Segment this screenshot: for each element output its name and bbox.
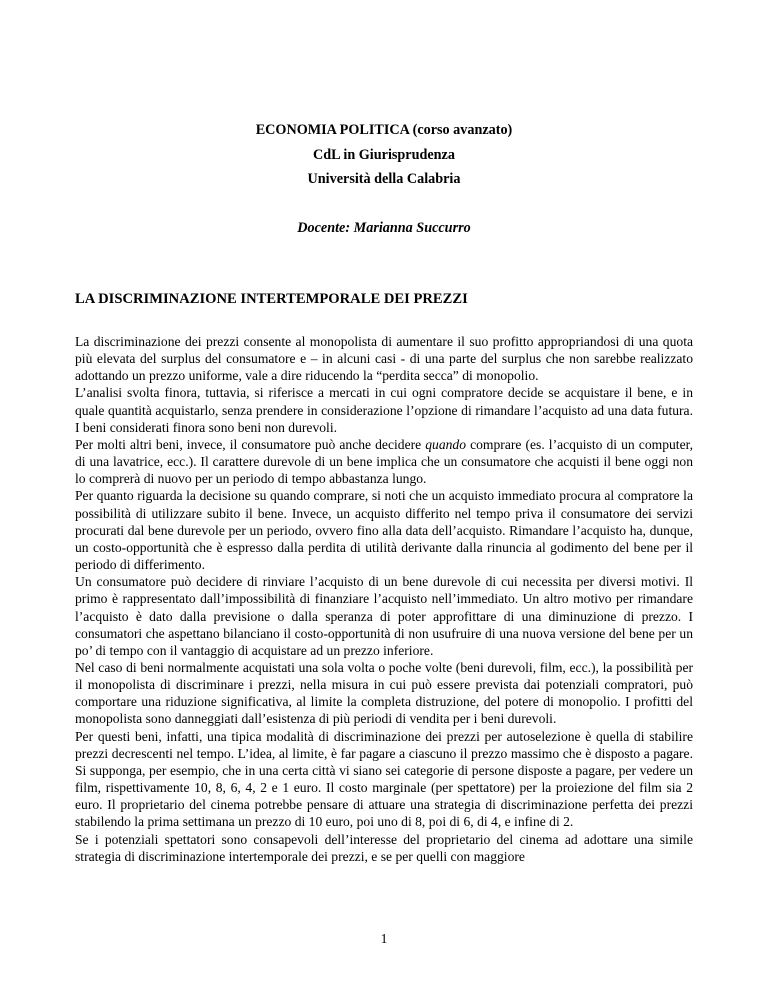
paragraph-text: Per molti altri beni, invece, il consumatore può anche decidere xyxy=(75,436,426,452)
paragraph: Se i potenziali spettatori sono consapevoli dell’interesse del proprietario del cinema ad adottare una simile strategia di discriminazione intertemporale dei prezzi, e se per quelli con maggiore xyxy=(75,831,693,864)
lecturer-name: Docente: Marianna Succurro xyxy=(297,220,471,236)
university-name: Università della Calabria xyxy=(307,171,461,187)
paragraph: Per questi beni, infatti, una tipica modalità di discriminazione dei prezzi per autoselezione è quella di stabilire prezzi decrescenti nel tempo. L’idea, al limite, è far pagare a ciascuno il prezzo massimo che è disposto a pagare. Si supponga, per esempio, che in una certa città vi siano sei categorie di persone disposte a pagare, per vedere un film, rispettivamente 10, 8, 6, 4, 2 e 1 euro. Il costo marginale (per spettatore) per la proiezione del film sia 2 euro. Il proprietario del cinema potrebbe pensare di attuare una strategia di discriminazione perfetta dei prezzi stabilendo la prima settimana un prezzo di 10 euro, poi uno di 8, poi di 6, di 4, e infine di 2. xyxy=(75,728,693,830)
page-number: 1 xyxy=(380,931,388,946)
paragraph: L’analisi svolta finora, tuttavia, si riferisce a mercati in cui ogni compratore decide se acquistare il bene, e in quale quantità acquistarlo, senza prendere in considerazione l’opzione di rimandare l’acquisto ad una data futura. I beni considerati finora sono beni non durevoli. xyxy=(75,385,693,435)
paragraph: Nel caso di beni normalmente acquistati una sola volta o poche volte (beni durevoli, film, ecc.), la possibilità per il monopolista di discriminare i prezzi, nella misura in cui può essere prevista dai potenziali compratori, può comportare una riduzione significativa, al limite la completa distruzione, del potere di monopolio. I profitti del monopolista sono danneggiati dall’esistenza di più periodi di vendita per i beni durevoli. xyxy=(75,659,693,727)
paragraph: La discriminazione dei prezzi consente al monopolista di aumentare il suo profitto appropriandosi di una quota più elevata del surplus del consumatore e – in alcuni casi - di una parte del surplus che non sarebbe realizzato adottando un prezzo uniforme, vale a dire riducendo la “perdita secca” di monopolio. xyxy=(75,334,693,384)
degree-program: CdL in Giurisprudenza xyxy=(313,147,455,163)
emphasized-word: quando xyxy=(425,436,467,452)
paragraph: Un consumatore può decidere di rinviare l’acquisto di un bene durevole di cui necessita per diversi motivi. Il primo è rappresentato dall’impossibilità di finanziare l’acquisto nell’immediato. Un altro motivo per rimandare l’acquisto è dato dalla previsione o dalla speranza di poter approfittare di una diminuzione di prezzo. I consumatori che aspettano bilanciano il costo-opportunità di non usufruire di una nuova versione del bene per un po’ di tempo con il vantaggio di acquistare ad un prezzo inferiore. xyxy=(75,574,693,658)
section-title: LA DISCRIMINAZIONE INTERTEMPORALE DEI PREZZI xyxy=(75,291,468,307)
paragraph: Per quanto riguarda la decisione su quando comprare, si noti che un acquisto immediato procura al compratore la possibilità di utilizzare subito il bene. Invece, un acquisto differito nel tempo priva il consumatore dei servizi procurati dal bene durevole per un periodo, ovvero fino alla data dell’acquisto. Rimandare l’acquisto ha, dunque, un costo-opportunità che è espresso dalla perdita di utilità derivante dalla rinuncia al godimento del bene per il periodo di differimento. xyxy=(75,488,693,573)
paragraph-text: comprare (es. l’acquisto di un computer, di una lavatrice, ecc.). Il carattere durevole di un bene implica che un consumatore che acquisti il bene oggi non lo comprerà di nuovo per un periodo di tempo abbastanza lungo. xyxy=(75,436,693,487)
paragraph xyxy=(75,436,693,487)
body-text xyxy=(75,333,693,865)
course-title: ECONOMIA POLITICA (corso avanzato) xyxy=(255,122,513,138)
